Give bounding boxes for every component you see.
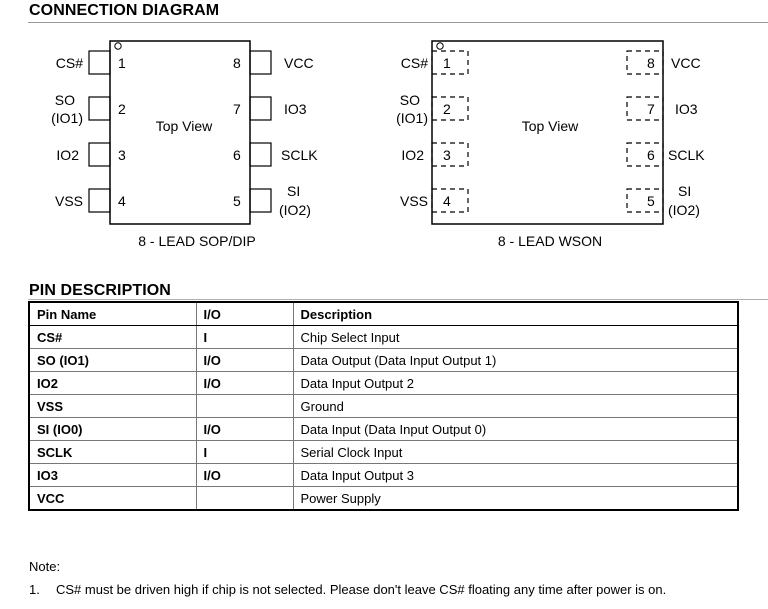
note-item-number: 1. bbox=[29, 582, 40, 597]
wson-pin-label: VCC bbox=[671, 55, 701, 71]
pin-name-cell: SCLK bbox=[29, 441, 196, 464]
pin-io-cell: I/O bbox=[196, 372, 293, 395]
pin-description-cell: Serial Clock Input bbox=[293, 441, 738, 464]
pin-name-cell: VCC bbox=[29, 487, 196, 511]
pin-description-heading: PIN DESCRIPTION bbox=[29, 282, 171, 299]
pin-description-cell: Power Supply bbox=[293, 487, 738, 511]
table-row bbox=[29, 395, 738, 418]
sop-pin-number: 7 bbox=[233, 101, 241, 117]
sop-pin-label: (IO2) bbox=[279, 202, 311, 218]
sop-top-view-label: Top View bbox=[155, 118, 213, 134]
wson-pin-pad-6 bbox=[627, 143, 663, 166]
wson-pin-label: (IO2) bbox=[668, 202, 700, 218]
wson-caption: 8 - LEAD WSON bbox=[497, 233, 603, 249]
sop-pin-pad-6 bbox=[250, 143, 271, 166]
pin-description-cell: Data Input (Data Input Output 0) bbox=[293, 418, 738, 441]
sop-pin-pad-4 bbox=[89, 189, 110, 212]
wson-pin-number: 1 bbox=[443, 55, 451, 71]
table-row bbox=[29, 372, 738, 395]
wson-pin-label: SI bbox=[678, 183, 692, 199]
sop-pin-label: IO2 bbox=[56, 147, 79, 163]
connection-diagram-heading: CONNECTION DIAGRAM bbox=[29, 2, 220, 19]
sop-pin-pad-3 bbox=[89, 143, 110, 166]
sop-pin-number: 3 bbox=[118, 147, 126, 163]
wson-pin-label: IO3 bbox=[675, 101, 698, 117]
sop-pin-number: 6 bbox=[233, 147, 241, 163]
pin-io-cell bbox=[196, 487, 293, 511]
table-row bbox=[29, 418, 738, 441]
wson-pin-number: 2 bbox=[443, 101, 451, 117]
sop-pin-pad-8 bbox=[250, 51, 271, 74]
sop-pin-pad-5 bbox=[250, 189, 271, 212]
wson-pin-number: 5 bbox=[647, 193, 655, 209]
wson-pin-pad-5 bbox=[627, 189, 663, 212]
note-item-text: CS# must be driven high if chip is not selected. Please don't leave CS# floating any time after power is on. bbox=[56, 582, 667, 597]
table-header-row bbox=[29, 302, 738, 326]
wson-pin-pad-7 bbox=[627, 97, 663, 120]
pin-description-cell: Data Output (Data Input Output 1) bbox=[293, 349, 738, 372]
sop-pin-label: CS# bbox=[55, 55, 83, 71]
sop-pin-label: (IO1) bbox=[51, 110, 83, 126]
sop-pin-label: SO bbox=[54, 92, 75, 108]
pin-name-cell: SO (IO1) bbox=[29, 349, 196, 372]
sop-pin-label: IO3 bbox=[284, 101, 307, 117]
wson-pin-label: SO bbox=[399, 92, 420, 108]
sop-pin-number: 5 bbox=[233, 193, 241, 209]
sop-package bbox=[51, 41, 318, 249]
sop-pin-number: 2 bbox=[118, 101, 126, 117]
column-header-pin-name: Pin Name bbox=[29, 302, 196, 326]
connection-diagrams bbox=[0, 0, 768, 260]
pin-name-cell: IO3 bbox=[29, 464, 196, 487]
note-title: Note: bbox=[29, 559, 61, 574]
column-header-io: I/O bbox=[196, 302, 293, 326]
pin-io-cell: I/O bbox=[196, 418, 293, 441]
pin-description-heading-rule bbox=[28, 299, 768, 300]
sop-pin1-marker bbox=[115, 43, 121, 49]
sop-pin-label: SI bbox=[287, 183, 301, 199]
wson-pin-number: 4 bbox=[443, 193, 451, 209]
wson-pin-pad-8 bbox=[627, 51, 663, 74]
table-row bbox=[29, 487, 738, 511]
wson-top-view-label: Top View bbox=[521, 118, 579, 134]
sop-pin-label: VSS bbox=[54, 193, 83, 209]
pin-description-cell: Ground bbox=[293, 395, 738, 418]
table-row bbox=[29, 349, 738, 372]
wson-package bbox=[396, 41, 705, 249]
table-row bbox=[29, 464, 738, 487]
pin-description-cell: Chip Select Input bbox=[293, 326, 738, 349]
sop-pin-number: 8 bbox=[233, 55, 241, 71]
sop-pin-number: 1 bbox=[118, 55, 126, 71]
pin-io-cell: I bbox=[196, 441, 293, 464]
sop-pin-pad-1 bbox=[89, 51, 110, 74]
sop-pin-label: SCLK bbox=[281, 147, 318, 163]
wson-pin-label: (IO1) bbox=[396, 110, 428, 126]
pin-io-cell: I/O bbox=[196, 349, 293, 372]
wson-pin-number: 7 bbox=[647, 101, 655, 117]
wson-pin-label: VSS bbox=[399, 193, 428, 209]
pin-io-cell bbox=[196, 395, 293, 418]
pin-name-cell: VSS bbox=[29, 395, 196, 418]
pin-name-cell: IO2 bbox=[29, 372, 196, 395]
sop-pin-pad-7 bbox=[250, 97, 271, 120]
wson-pin1-marker bbox=[437, 43, 443, 49]
sop-pin-label: VCC bbox=[284, 55, 314, 71]
column-header-description: Description bbox=[293, 302, 738, 326]
pin-io-cell: I bbox=[196, 326, 293, 349]
sop-pin-pad-2 bbox=[89, 97, 110, 120]
sop-pin-number: 4 bbox=[118, 193, 126, 209]
pin-name-cell: SI (IO0) bbox=[29, 418, 196, 441]
wson-pin-number: 8 bbox=[647, 55, 655, 71]
wson-pin-number: 3 bbox=[443, 147, 451, 163]
pin-description-cell: Data Input Output 3 bbox=[293, 464, 738, 487]
table-row bbox=[29, 441, 738, 464]
table-row bbox=[29, 326, 738, 349]
sop-caption: 8 - LEAD SOP/DIP bbox=[138, 233, 256, 249]
pin-description-cell: Data Input Output 2 bbox=[293, 372, 738, 395]
wson-pin-label: CS# bbox=[400, 55, 428, 71]
wson-pin-label: SCLK bbox=[668, 147, 705, 163]
pin-description-table bbox=[28, 301, 739, 511]
pin-io-cell: I/O bbox=[196, 464, 293, 487]
wson-pin-label: IO2 bbox=[401, 147, 424, 163]
pin-name-cell: CS# bbox=[29, 326, 196, 349]
wson-pin-number: 6 bbox=[647, 147, 655, 163]
